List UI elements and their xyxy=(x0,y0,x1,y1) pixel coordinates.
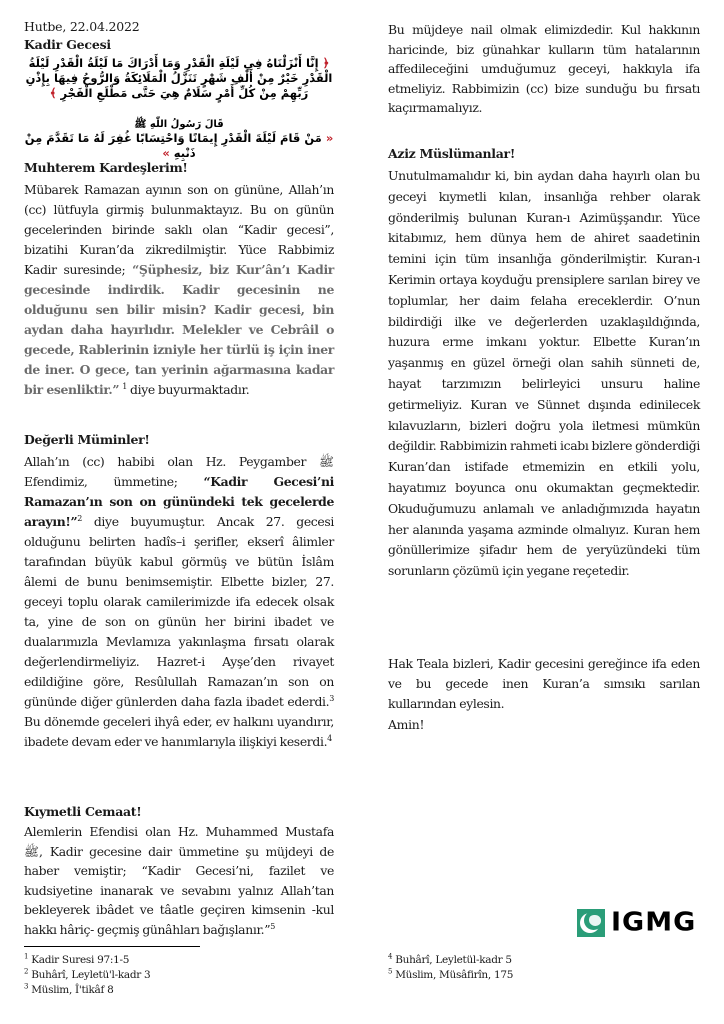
hadith-label: قَالَ رَسُولُ اللّٰهِ ﷺ xyxy=(134,119,224,130)
footnote-3 xyxy=(24,983,113,998)
footnote-1 xyxy=(24,953,129,968)
footnote-ref-2[interactable]: 2 xyxy=(77,513,83,523)
paragraph-text: Allah’ın (cc) habibi olan Hz. Peygamber ﷺ Efendimiz, ümmetine; xyxy=(24,454,334,489)
ayah-close-bracket: ﴾ xyxy=(49,86,57,100)
paragraph-text: Alemlerin Efendisi olan Hz. Muhammed Mustafa ﷺ, Kadir gecesine dair ümmetine şu müjdeyi de haber vemiştir; “Kadir Gecesi’ni, fazilet ve kudsiyetine inanarak ve sevabını yalnız Allah’tan bekleyerek ibâdet ve tâatle geçiren kimsenin -kul hakkı hâriç- geçmiş günâhları bağışlanır.” xyxy=(24,824,334,937)
paragraph-text: diye buyumuştur. Ancak 27. gecesi olduğunu belirten hadîs–i şerifler, ekserî âlimler tarafından büyük kabul görmüş ve bütün İslâm âlemi de bunu benimsemiştir. Elbette bizler, 27. geceyi toplu olarak camilerimizde ifa edecek olsak ta, yine de son on günün her birini ibadet ve dualarımızla Mevlamıza yakınlaşma fırsatı olarak değerlendirmeliyiz. Hazret-i Ayşe’den rivayet edildiğine göre, Resûlullah Ramazan’ın son on gününde diğer günlerden daha fazla ibadet ederdi. xyxy=(24,514,334,709)
section-heading-1: Muhterem Kardeşlerim! xyxy=(24,160,188,175)
footnote-2 xyxy=(24,968,150,983)
footnote-ref-4[interactable]: 4 xyxy=(327,733,332,743)
hadith-quote: “Kadir Gecesi’ni Ramazan’ın son on günündeki tek gecelerde arayın!” xyxy=(24,474,334,529)
section-paragraph-2 xyxy=(24,452,334,752)
logo-wordmark: IGMG xyxy=(611,907,697,938)
footnote-number: 1 xyxy=(24,952,29,961)
footnote-text: Buhârî, Leyletül-kadr 5 xyxy=(392,954,512,966)
igmg-logo xyxy=(577,909,699,937)
arabic-ayah xyxy=(24,56,334,101)
section-heading-4: Aziz Müslümanlar! xyxy=(388,146,516,161)
footnote-5 xyxy=(388,968,513,983)
footnote-ref-5[interactable]: 5 xyxy=(270,921,275,931)
ayah-text: إِنَّا أَنْزَلْنَاهُ فِي لَيْلَةِ الْقَدْرِ وَمَا أَدْرَاكَ مَا لَيْلَةُ الْقَدْرِ لَيْلَةُ الْقَدْرِ خَيْرٌ مِنْ أَلْفِ شَهْرٍ تَنَزَّلُ الْمَلَائِكَةُ وَالرُّوحُ فِيهَا بِإِذْنِ رَبِّهِمْ مِنْ كُلِّ أَمْرٍ سَلَامٌ هِيَ حَتَّى مَطْلَعِ الْفَجْرِ xyxy=(25,56,333,100)
section-paragraph-3 xyxy=(24,822,334,939)
section-heading-3: Kıymetli Cemaat! xyxy=(24,804,142,819)
hadith-open-quote: « xyxy=(325,131,334,145)
crescent-globe-icon xyxy=(577,909,605,937)
hadith-text: مَنْ قَامَ لَيْلَةَ الْقَدْرِ إِيمَانًا وَاحْتِسَابًا غُفِرَ لَهُ مَا تَقَدَّمَ مِنْ ذَنْبِهِ xyxy=(24,131,322,160)
section-paragraph-4: Unutulmamalıdır ki, bin aydan daha hayırlı olan bu geceyi kıymetli kılan, insanlığa rehber olarak gönderilmiş bulunan Kuran-ı Azimüşşandır. Yüce kitabımız, hem dünya hem de ahiret saadetinin temini için tüm insanlığa gönderilmiştir. Kuran-ı Kerimin ortaya koyduğu prensiplere sarılan birey ve toplumlar, her daim felaha ereceklerdir. O’nun bildirdiği ilke ve değerlerden uzaklaşıldığında, huzura erme imkanı yoktur. Elbette Kuran’ın yaşanmış en güzel örneği olan sahih sünneti de, hayat tarzımızın belirleyici unsuru haline getirmeliyiz. Kuran ve Sünnet dışında edinilecek kılavuzların, bizleri doğru yola iletmesi mümkün değildir. Rabbimizin rahmeti icabı bizlere gönderdiği Kuran’dan istifade etmemizin en etkili yolu, hayatımız boyunca onu okumaktan geçmektedir. Okuduğumuzu anlamalı ve anladığımızıda hayatın her alanında yaşama azminde olmalıyız. Kuran hem gönüllerimize şifadır hem de yeryüzündeki tüm sorunların çözümü için yegane reçetedir. xyxy=(388,168,700,579)
footnote-divider xyxy=(24,946,200,947)
quran-quote: “Şüphesiz, biz Kur’ân’ı Kadir gecesinde indirdik. Kadir gecesinin ne olduğunu sen bilir misin? Kadir gecesi, bin aydan daha hayırlıdır. Melekler ve Cebrâil o gecede, Rablerinin izniyle her türlü iş için iner de iner. O gece, tan yerinin ağarmasına kadar bir esenliktir.” xyxy=(24,262,334,397)
paragraph-text: diye buyurmaktadır. xyxy=(126,382,250,397)
section-paragraph-1 xyxy=(24,180,334,400)
ayah-open-bracket: ﴿ xyxy=(322,56,330,70)
section-paragraph-3-continued: Bu müjdeye nail olmak elimizdedir. Kul hakkının haricinde, biz günahkar kulların tüm hatalarının affedileceğini umduğumuz geceyi, hakkıyla ifa etmeliyiz. Rabbimizin (cc) bize sunduğu bu fırsatı kaçırmamalıyız. xyxy=(388,22,700,115)
section-heading-2: Değerli Müminler! xyxy=(24,432,150,447)
paragraph-text: Mübarek Ramazan ayının son on gününe, Allah’ın (cc) lütfuyla girmiş bulunmaktayız. Bu on günün gecelerinden birinde saklı olan “Kadir gecesi”, bizatihi Kuran’da zikredilmiştir. Yüce Rabbimiz Kadir suresinde; xyxy=(24,182,334,277)
paragraph-text: Bu dönemde geceleri ihyâ eder, ev halkını uyandırır, ibadete devam eder ve hanımlarıyla ilişkiyi keserdi. xyxy=(24,714,334,749)
footnote-number: 5 xyxy=(388,967,393,976)
arabic-hadith xyxy=(24,131,334,161)
footnote-ref-1[interactable]: 1 xyxy=(122,381,127,391)
closing-prayer: Hak Teala bizleri, Kadir gecesini gereğince ifa eden ve bu gecede inen Kuran’a sımsıkı sarılan kullarından eylesin. xyxy=(388,656,700,711)
sermon-date: Hutbe, 22.04.2022 xyxy=(24,19,140,34)
footnote-number: 4 xyxy=(388,952,393,961)
footnote-number: 3 xyxy=(24,982,29,991)
footnote-ref-3[interactable]: 3 xyxy=(329,693,334,703)
amen: Amin! xyxy=(388,717,425,732)
footnote-number: 2 xyxy=(24,967,29,976)
footnote-text: Buhârî, Leyletü'l-kadr 3 xyxy=(28,969,151,981)
hadith-close-quote: » xyxy=(162,146,170,160)
sermon-title: Kadir Gecesi xyxy=(24,37,111,52)
footnote-4 xyxy=(388,953,512,968)
footnote-text: Kadir Suresi 97:1-5 xyxy=(28,954,130,966)
footnote-text: Müslim, Müsâfirîn, 175 xyxy=(392,969,514,981)
footnote-text: Müslim, Î'tikâf 8 xyxy=(28,984,114,996)
